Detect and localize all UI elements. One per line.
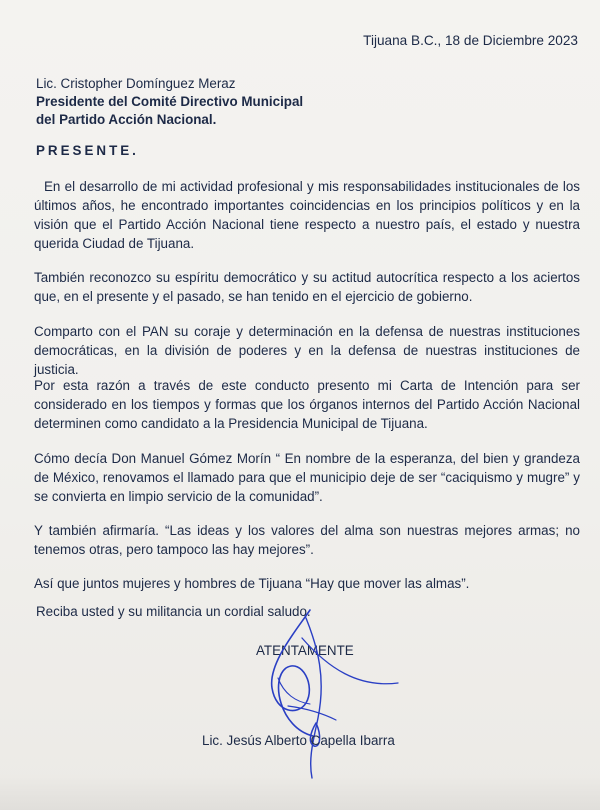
- salutation: PRESENTE.: [36, 143, 139, 158]
- paragraph-7: Así que juntos mujeres y hombres de Tijuana “Hay que mover las almas”.: [34, 576, 470, 591]
- recipient-title-line-2: del Partido Acción Nacional.: [36, 112, 217, 127]
- sign-off: ATENTAMENTE: [256, 643, 354, 658]
- recipient-block: [36, 75, 303, 129]
- closing-line: Reciba usted y su militancia un cordial saludo.: [36, 604, 311, 619]
- paragraph-6: Y también afirmaría. “Las ideas y los valores del alma son nuestras mejores armas; no tenemos otras, pero tampoco las hay mejores”.: [34, 523, 580, 557]
- recipient-name: Lic. Cristopher Domínguez Meraz: [36, 76, 236, 91]
- paragraph-3: Comparto con el PAN su coraje y determinación en la defensa de nuestras instituciones democráticas, en la división de poderes y en la defensa de nuestras instituciones de justicia.: [34, 324, 580, 377]
- signer-name: Lic. Jesús Alberto Capella Ibarra: [202, 733, 395, 748]
- paragraph-5: Cómo decía Don Manuel Gómez Morín “ En nombre de la esperanza, del bien y grandeza de México, renovamos el llamado para que el municipio deje de ser “caciquismo y mugre” y se convierta en limpio servicio de la comunidad”.: [34, 451, 580, 504]
- recipient-title-line-1: Presidente del Comité Directivo Municipal: [36, 94, 304, 109]
- paragraph-4: Por esta razón a través de este conducto presento mi Carta de Intención para ser considerado en los tiempos y formas que los órganos internos del Partido Acción Nacional determinen como candidato a la Presidencia Municipal de Tijuana.: [34, 378, 580, 431]
- paragraph-1: En el desarrollo de mi actividad profesional y mis responsabilidades institucionales de los últimos años, he encontrado importantes coincidencias en los principios políticos y en la visión que el Partido Acción Nacional tiene respecto a nuestro país, el estado y nuestra querida Ciudad de Tijuana.: [34, 179, 580, 251]
- paragraph-2: También reconozco su espíritu democrático y su actitud autocrítica respecto a los aciertos que, en el presente y el pasado, se han tenido en el ejercicio de gobierno.: [34, 270, 580, 304]
- handwritten-signature: [258, 608, 408, 783]
- letter-date: Tijuana B.C., 18 de Diciembre 2023: [363, 33, 578, 48]
- paper-shadow: [0, 774, 600, 810]
